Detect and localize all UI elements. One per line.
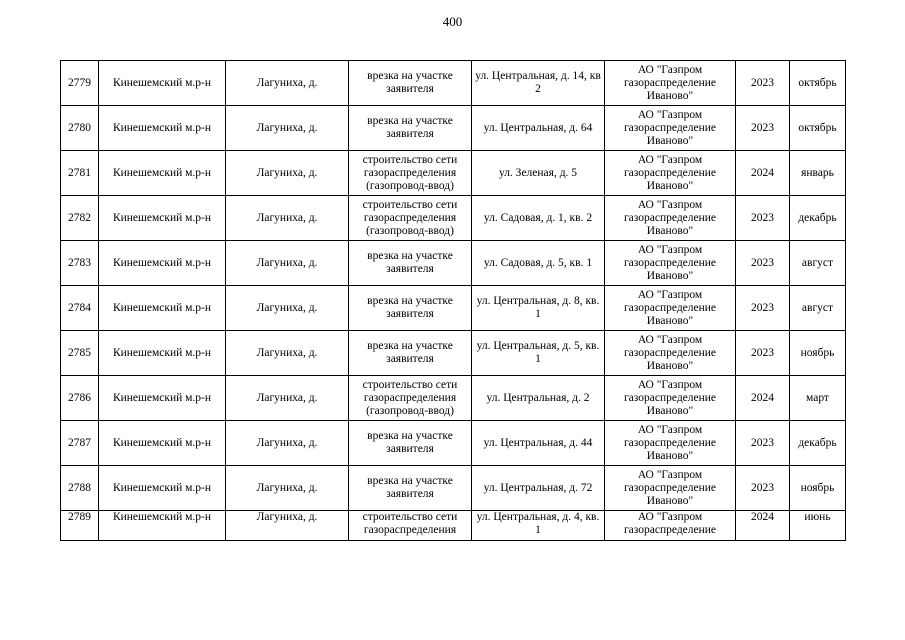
address-cell: ул. Центральная, д. 14, кв 2 [472,61,605,106]
locality-cell: Лагуниха, д. [226,196,349,241]
work-type-cell: строительство сети газораспределения (газопровод-ввод) [349,376,472,421]
table-row [61,151,846,196]
work-type-cell: врезка на участке заявителя [349,331,472,376]
address-cell: ул. Садовая, д. 5, кв. 1 [472,241,605,286]
year-cell: 2023 [736,286,790,331]
year-cell: 2023 [736,61,790,106]
work-type-cell: врезка на участке заявителя [349,466,472,511]
locality-cell: Лагуниха, д. [226,376,349,421]
row-number: 2784 [61,286,99,331]
year-cell: 2024 [736,151,790,196]
row-number: 2782 [61,196,99,241]
month-cell: декабрь [790,421,846,466]
work-type-cell: врезка на участке заявителя [349,286,472,331]
work-type-cell: строительство сети газораспределения (газопровод-ввод) [349,151,472,196]
address-cell: ул. Центральная, д. 44 [472,421,605,466]
district-cell: Кинешемский м.р-н [99,376,226,421]
year-cell: 2024 [736,376,790,421]
organization-cell: АО "Газпром газораспределение Иваново" [605,331,736,376]
district-cell: Кинешемский м.р-н [99,61,226,106]
month-cell: октябрь [790,106,846,151]
table-row [61,466,846,511]
work-type-cell: строительство сети газораспределения (газопровод-ввод) [349,196,472,241]
row-number: 2789 [61,511,99,541]
row-number: 2781 [61,151,99,196]
work-type-cell: врезка на участке заявителя [349,106,472,151]
row-number: 2786 [61,376,99,421]
table-row [61,331,846,376]
address-cell: ул. Центральная, д. 72 [472,466,605,511]
row-number: 2783 [61,241,99,286]
district-cell: Кинешемский м.р-н [99,286,226,331]
month-cell: ноябрь [790,331,846,376]
table-row [61,241,846,286]
page-number: 400 [442,14,463,29]
row-number: 2787 [61,421,99,466]
month-cell: январь [790,151,846,196]
row-number: 2780 [61,106,99,151]
district-cell: Кинешемский м.р-н [99,106,226,151]
locality-cell: Лагуниха, д. [226,286,349,331]
address-cell: ул. Центральная, д. 4, кв. 1 [472,511,605,541]
table-row [61,196,846,241]
organization-cell: АО "Газпром газораспределение Иваново" [605,286,736,331]
locality-cell: Лагуниха, д. [226,151,349,196]
address-cell: ул. Центральная, д. 5, кв. 1 [472,331,605,376]
month-cell: декабрь [790,196,846,241]
locality-cell: Лагуниха, д. [226,241,349,286]
organization-cell: АО "Газпром газораспределение Иваново" [605,61,736,106]
address-cell: ул. Центральная, д. 2 [472,376,605,421]
organization-cell: АО "Газпром газораспределение Иваново" [605,151,736,196]
address-cell: ул. Садовая, д. 1, кв. 2 [472,196,605,241]
year-cell: 2023 [736,196,790,241]
district-cell: Кинешемский м.р-н [99,511,226,541]
district-cell: Кинешемский м.р-н [99,466,226,511]
year-cell: 2023 [736,241,790,286]
table-row [61,421,846,466]
work-type-cell: строительство сети газораспределения [349,511,472,541]
table-row [61,61,846,106]
year-cell: 2023 [736,466,790,511]
organization-cell: АО "Газпром газораспределение Иваново" [605,376,736,421]
month-cell: август [790,241,846,286]
district-cell: Кинешемский м.р-н [99,241,226,286]
district-cell: Кинешемский м.р-н [99,331,226,376]
work-type-cell: врезка на участке заявителя [349,241,472,286]
district-cell: Кинешемский м.р-н [99,421,226,466]
address-cell: ул. Центральная, д. 64 [472,106,605,151]
month-cell: август [790,286,846,331]
locality-cell: Лагуниха, д. [226,511,349,541]
organization-cell: АО "Газпром газораспределение Иваново" [605,421,736,466]
row-number: 2788 [61,466,99,511]
month-cell: март [790,376,846,421]
locality-cell: Лагуниха, д. [226,106,349,151]
district-cell: Кинешемский м.р-н [99,196,226,241]
locality-cell: Лагуниха, д. [226,331,349,376]
month-cell: ноябрь [790,466,846,511]
organization-cell: АО "Газпром газораспределение Иваново" [605,241,736,286]
locality-cell: Лагуниха, д. [226,421,349,466]
table-row [61,376,846,421]
organization-cell: АО "Газпром газораспределение Иваново" [605,106,736,151]
month-cell: июнь [790,511,846,541]
work-type-cell: врезка на участке заявителя [349,421,472,466]
year-cell: 2023 [736,421,790,466]
year-cell: 2024 [736,511,790,541]
organization-cell: АО "Газпром газораспределение Иваново" [605,466,736,511]
year-cell: 2023 [736,331,790,376]
organization-cell: АО "Газпром газораспределение [605,511,736,541]
locality-cell: Лагуниха, д. [226,466,349,511]
table-row [61,286,846,331]
row-number: 2779 [61,61,99,106]
table-row [61,106,846,151]
year-cell: 2023 [736,106,790,151]
locality-cell: Лагуниха, д. [226,61,349,106]
table-row [61,511,846,541]
address-cell: ул. Зеленая, д. 5 [472,151,605,196]
organization-cell: АО "Газпром газораспределение Иваново" [605,196,736,241]
gas-connection-table [60,60,846,541]
month-cell: октябрь [790,61,846,106]
district-cell: Кинешемский м.р-н [99,151,226,196]
row-number: 2785 [61,331,99,376]
work-type-cell: врезка на участке заявителя [349,61,472,106]
address-cell: ул. Центральная, д. 8, кв. 1 [472,286,605,331]
